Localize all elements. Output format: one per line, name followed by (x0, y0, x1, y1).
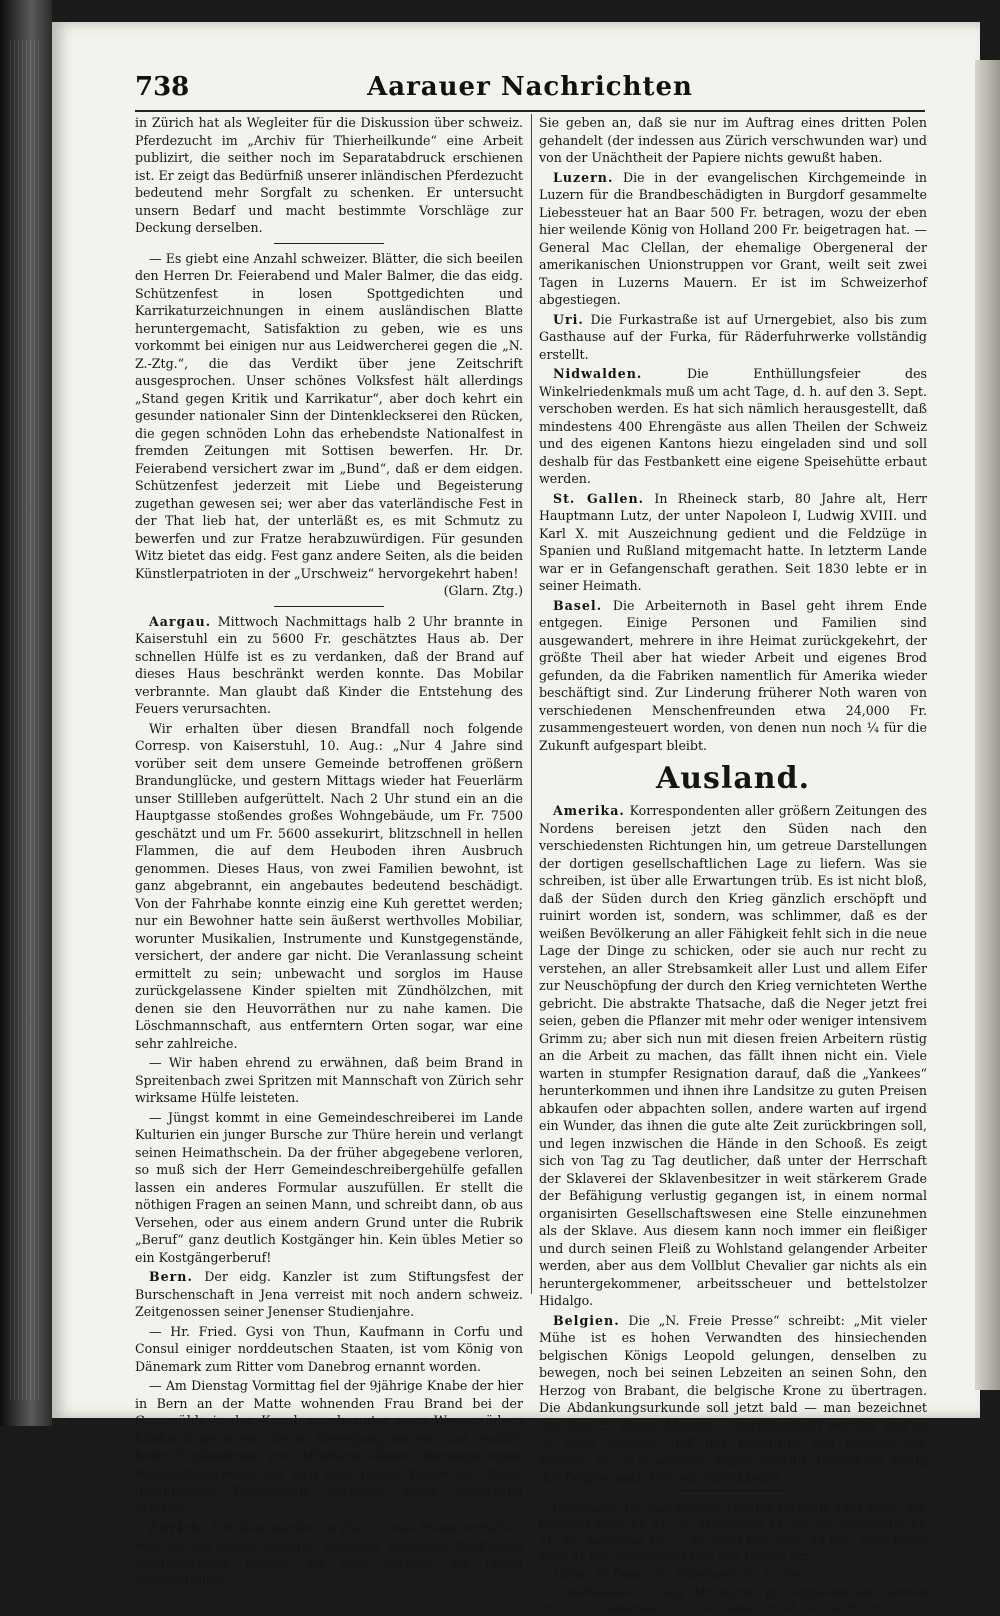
book-spine (0, 0, 52, 1426)
place-heading: Basel. (553, 597, 603, 613)
article-text: Die Enthüllungsfeier des Winkelriedenkmals muß um acht Tage, d. h. auf den 3. Sept. verschoben werden. Es hat sich nämlich herausgestellt, daß mindestens 400 Ehrengäste aus allen Theilen der Schweiz und des eigenen Kantons hiezu eingeladen sind und soll deshalb für das Festbankett eine eigene Speisehütte erbaut werden. (539, 366, 927, 486)
article-paragraph: — Wir haben ehrend zu erwähnen, daß beim Brand in Spreitenbach zwei Spritzen mit Mannschaft von Zürich sehr wirksame Hülfe leisteten. (135, 1055, 523, 1105)
article-paragraph (539, 597, 927, 755)
page-edges (10, 40, 40, 1400)
source-attribution: (Glarn. Ztg.) (443, 583, 523, 598)
article-text: In Rheineck starb, 80 Jahre alt, Herr Hauptmann Lutz, der unter Napoleon I, Ludwig XVIII. und Karl X. mit Auszeichnung gedient und die Feldzüge in Spanien und Rußland mitgemacht hatte. In letzterm Lande war er in Gefangenschaft gerathen. Seit 1830 lebte er in seiner Heimath. (539, 490, 927, 593)
article-paragraph: in Zürich hat als Wegleiter für die Diskussion über schweiz. Pferdezucht im „Archiv für Thierheilkunde“ eine Arbeit publizirt, die seither noch im Separatabdruck erschienen ist. Er zeigt das Bedürfniß unserer inländischen Pferdezucht bedeutend mehr Sorgfalt zu schenken. Er untersucht unsern Bedarf und macht bestimmte Vorschläge zur Deckung derselben. (135, 115, 523, 235)
article-text: Korrespondenten aller größern Zeitungen des Nordens bereisen jetzt den Süden nach den verschiedensten Richtungen hin, um getreue Darstellungen der dortigen gesellschaftlichen Lage zu liefern. Was sie schreiben, ist über alle Erwartungen trüb. Es ist nicht bloß, daß der Süden durch den Krieg gänzlich erschöpft und ruinirt worden ist, sondern, was schlimmer, daß es der weißen Bevölkerung an aller Fähigkeit fehlt sich in die neue Lage der Dinge zu schicken, oder sie auch nur recht zu verstehen, an aller Strebsamkeit aller Lust und allem Eifer zur Neuschöpfung der durch den Krieg vernichteten Werthe gebricht. Die abstrakte Thatsache, daß die Neger jetzt frei seien, geben die Pflanzer mit mehr oder weniger intensivem Grimm zu; aber sich nun mit diesen freien Arbeitern rüstig an die Arbeit zu machen, das fällt ihnen nicht ein. Viele warten in stumpfer Resignation darauf, daß die „Yankees“ herunterkommen und ihnen ihre Landsitze zu guten Preisen abkaufen oder abpachten sollen, andere warten auf irgend ein Wunder, das ihnen die gute alte Zeit zurückbringen soll, und legen inzwischen die Hände in den Schooß. Es zeigt sich von Tag zu Tag deutlicher, daß unter der Herrschaft der Sklaverei der Sklavenbesitzer in weit stärkerem Grade der Befähigung verlustig gegangen ist, in einem normal organisirten Gesellschaftswesen eine Stelle einzunehmen als der Sklave. Aus diesem kann noch immer ein fleißiger und durch seinen Fleiß zu Wohlstand gelangender Arbeiter werden, aber aus dem Vollblut Chevalier gar nichts als ein heruntergekommener, arbeitsscheuer und bettelstolzer Hidalgo. (539, 803, 927, 1308)
separator-rule (274, 243, 384, 244)
article-text: Die Arbeiternoth in Basel geht ihrem Ende entgegen. Einige Personen und Familien sind ausgewandert, mehrere in ihre Heimat zurückgekehrt, der größte Theil aber hat wieder Arbeit und eigenes Brod gefunden, da die Fabriken namentlich für Amerika wieder beschäftigt sind. Zur Linderung früherer Noth waren von verschiedenen Menschenfreunden etwa 24,000 Fr. zusammengesteuert worden, von denen nun noch ¼ für die Zukunft aufgespart bleibt. (539, 597, 927, 753)
article-paragraph (539, 1312, 927, 1487)
section-title-ausland: Ausland. (655, 761, 811, 796)
article-paragraph: — Am Dienstag Vormittag fiel der 9jährige Knabe der hier in Bern an der Matte wohnenden Frau Brand bei der Gypsmühle in den Kanal, wurde unter neun Wasserrädern hindurch gerissen, die in Bewegung waren, und endlich beim Hopfenkranz von Arbeitern lebend herausgezogen. Wunderbarerweise hat sich aber dieser Knabe bei dieser gefährlichen Wasserfahrt durchaus keine Verletzung erlitten. (135, 1378, 523, 1516)
separator-rule (678, 1493, 788, 1494)
place-heading: Bern. (149, 1269, 193, 1284)
article-paragraph (135, 1268, 523, 1321)
article-text: Mittwoch Nachmittags halb 2 Uhr brannte in Kaiserstuhl ein zu 5600 Fr. geschätztes Haus ab. Der schnellen Hülfe ist es zu verdanken, daß der Brand auf dieses Haus beschränkt werden konnte. Das Mobilar verbrannte. Man glaubt daß Kinder die Entstehung des Feuers verursachten. (135, 613, 523, 716)
place-heading: Uri. (553, 311, 584, 327)
article-text: Die Furkastraße ist auf Urnergebiet, also bis zum Gasthause auf der Furka, für Räderfuhrwerke vollständig erstellt. (539, 311, 927, 362)
article-paragraph: Wir erhalten über diesen Brandfall noch folgende Corresp. von Kaiserstuhl, 10. Aug.: „Nur 4 Jahre sind vorüber seit dem unsere Gemeinde betroffenen größern Brandunglücke, und gestern Mittags wieder hat Feuerlärm unser Stillleben aufgerüttelt. Nach 2 Uhr stund ein an die Hauptgasse stoßendes großes Wohngebäude, um Fr. 7500 geschätzt und um Fr. 5600 assekurirt, blitzschnell in hellen Flammen, die auf dem Heuboden ihren Ausbruch genommen. Dieses Haus, von zwei Familien bewohnt, ist ganz abgebrannt, ein angebautes bedeutend beschädigt. Von der Fahrhabe konnte einzig eine Kuh gerettet werden; nur ein Bewohner hatte sein äußerst werthvolles Mobiliar, worunter Musikalien, Instrumente und Kunstgegenstände, versichert, der andere gar nicht. Die Veranlassung scheint ermittelt zu sein; unbewacht und sorglos im Hause zurückgelassene Kinder spielten mit Zündhölzchen, mit denen sie den Heuvorräthen nur zu nahe kamen. Die Löschmannschaft, aus entferntern Orten sogar, war eine sehr zahlreiche. (135, 720, 523, 1051)
column-rule (531, 114, 532, 1294)
article-paragraph (539, 490, 927, 595)
place-heading: Luzern. (553, 169, 614, 185)
left-column (135, 114, 523, 1588)
article-paragraph (135, 1519, 523, 1589)
article-paragraph (135, 613, 523, 718)
market-report: Schaffhausen, 8. Aug. Mittelpreis pr. Doppelzentner: Kernen Fr. 23. 01, Aufschlag Fr. 0. 49; Haber Fr. 14. 50. bis Fr. 19. —. (539, 1584, 927, 1615)
article-paragraph (539, 311, 927, 364)
country-heading: Amerika. (553, 803, 625, 818)
article-paragraph (539, 169, 927, 309)
page-number: 738 (135, 72, 190, 102)
article-paragraph: — Hr. Fried. Gysi von Thun, Kaufmann in Corfu und Consul einiger norddeutschen Staaten, ist vom König von Dänemark zum Ritter vom Danebrog ernannt worden. (135, 1323, 523, 1374)
article-paragraph (539, 365, 927, 488)
page-header (135, 72, 925, 112)
article-paragraph: Sie geben an, daß sie nur im Auftrag eines dritten Polen gehandelt (der indessen aus Zürich verschwunden war) und von der Unächtheit der Papiere nichts gewußt haben. (539, 115, 927, 165)
place-heading: Aargau. (149, 613, 212, 629)
article-text: Der eidg. Kanzler ist zum Stiftungsfest der Burschenschaft in Jena verreist mit noch andern schweiz. Zeitgenossen seiner Jenenser Studienjahre. (135, 1269, 523, 1319)
article-paragraph: — Jüngst kommt in eine Gemeindeschreiberei im Lande Kulturien ein junger Bursche zur Thüre herein und verlangt seinen Heimathschein. Da der früher abgegebene verloren, so muß sich der Herr Gemeindeschreibergehülfe gefallen lassen ein anderes Formular auszufüllen. Er stellt die nöthigen Fragen an seinen Mann, und schreibt dann, ob aus Versehen, oder aus einem andern Grund unter die Rubrik „Beruf“ ganz deutlich Kostgänger hin. Kein übles Metier so ein Kostgängerberuf! (135, 1109, 523, 1265)
place-heading: Nidwalden. (553, 366, 643, 381)
market-report: Hafer: 30 Dopp.-Ztr. Mittelpreis Fr. 17. 64. (553, 1566, 805, 1581)
newspaper-title: Aarauer Nachrichten (367, 72, 693, 102)
separator-rule (274, 606, 384, 607)
article-text: Die „N. Freie Presse“ schreibt: „Mit vieler Mühe ist es hohen Verwandten des hinsiechenden belgischen Königs Leopold gelungen, denselben zu bewegen, noch bei seinen Lebzeiten an seinen Sohn, den Herzog von Brabant, die belgische Krone zu übertragen. Die Abdankungsurkunde soll jetzt bald — man bezeichnet uns den 25. dieses Monats — veröffentlicht werden, und es ist wohl möglich, daß der Kronprinz von Belgien von Koburg, wo er in wenigen Tagen eintrifft, bereits als König der Belgier nach Brüssel zurückkehrt.“ (539, 1312, 927, 1485)
right-column (539, 114, 927, 1615)
page-right-edge (975, 60, 1000, 1390)
article-paragraph (539, 802, 927, 1310)
place-heading: Zürich. (149, 1520, 207, 1535)
header-rule (135, 110, 925, 112)
article-text: — Es giebt eine Anzahl schweizer. Blätter, die sich beeilen den Herren Dr. Feierabend und Maler Balmer, die das eidg. Schützenfest in losen Spottgedichten und Karrikaturzeichnungen in einem ausländischen Blatte heruntergemacht, Satisfaktion zu geben, wie es uns vorkommt bei einigen nur aus Leidwercherei gegen die „N. Z.-Ztg.“, die das Verdikt über jene Zeitschrift ausgesprochen. Unser schönes Volksfest hält allerdings „Stand gegen Kritik und Karrikatur“, aber doch kehrt ein gesunder nationaler Sinn der Dintenkleckserei den Rücken, die gegen schnöden Lohn das erhebendste Nationalfest in fremden Zeitungen mit Sottisen bewerfen. Hr. Dr. Feierabend versichert zwar im „Bund“, daß er dem eidgen. Schützenfest jederzeit mit Liebe und Begeisterung zugethan gewesen sei; wer aber das vaterländische Fest in der That lieb hat, der unterläßt es, es mit Schmutz zu bewerfen und zur Fratze herabzuwürdigen. Für gesunden Witz bietet das eidg. Fest ganz andere Seiten, als die beiden Künstlerpatrioten in der „Urschweiz“ hervorgekehrt haben! (135, 250, 523, 581)
country-heading: Belgien. (553, 1312, 620, 1328)
market-report: Rorschach, 10. Aug. Kernen: Heutige Verkäufe 3497 Dopp.-Ztr. höchster Preis Fr. 24. 75. Mittelpreis Fr. 23. 66. Niedrigster Fr. 21. 50. Aufschlag Fr. —. 16. Zwei Pfd. Mehl 33 Cts., zwei Pfund Brod 31 Cts. Wochenverkäufe 958 Doppel-Ztr. (539, 1500, 927, 1563)
article-text: Die in der evangelischen Kirchgemeinde in Luzern für die Brandbeschädigten in Burgdorf gesammelte Liebessteuer hat an Baar 500 Fr. betragen, wozu der eben hier weilende König von Holland 200 Fr. beigetragen hat. — General Mac Clellan, der ehemalige Obergeneral der amerikanischen Unionstruppen vor Grant, weilt seit zwei Tagen in Luzerns Mauern. Er ist im Schweizerhof abgestiegen. (539, 169, 927, 307)
article-paragraph (135, 250, 523, 598)
article-text: Letzthin wurden in Zürich zwei Polen verhaftet, weil sie bei einem hiesigen Banquier russische Banknoten ausgewechselt hatten, die sich nachher als falsch herausstellten. (135, 1520, 523, 1588)
place-heading: St. Gallen. (553, 490, 645, 506)
